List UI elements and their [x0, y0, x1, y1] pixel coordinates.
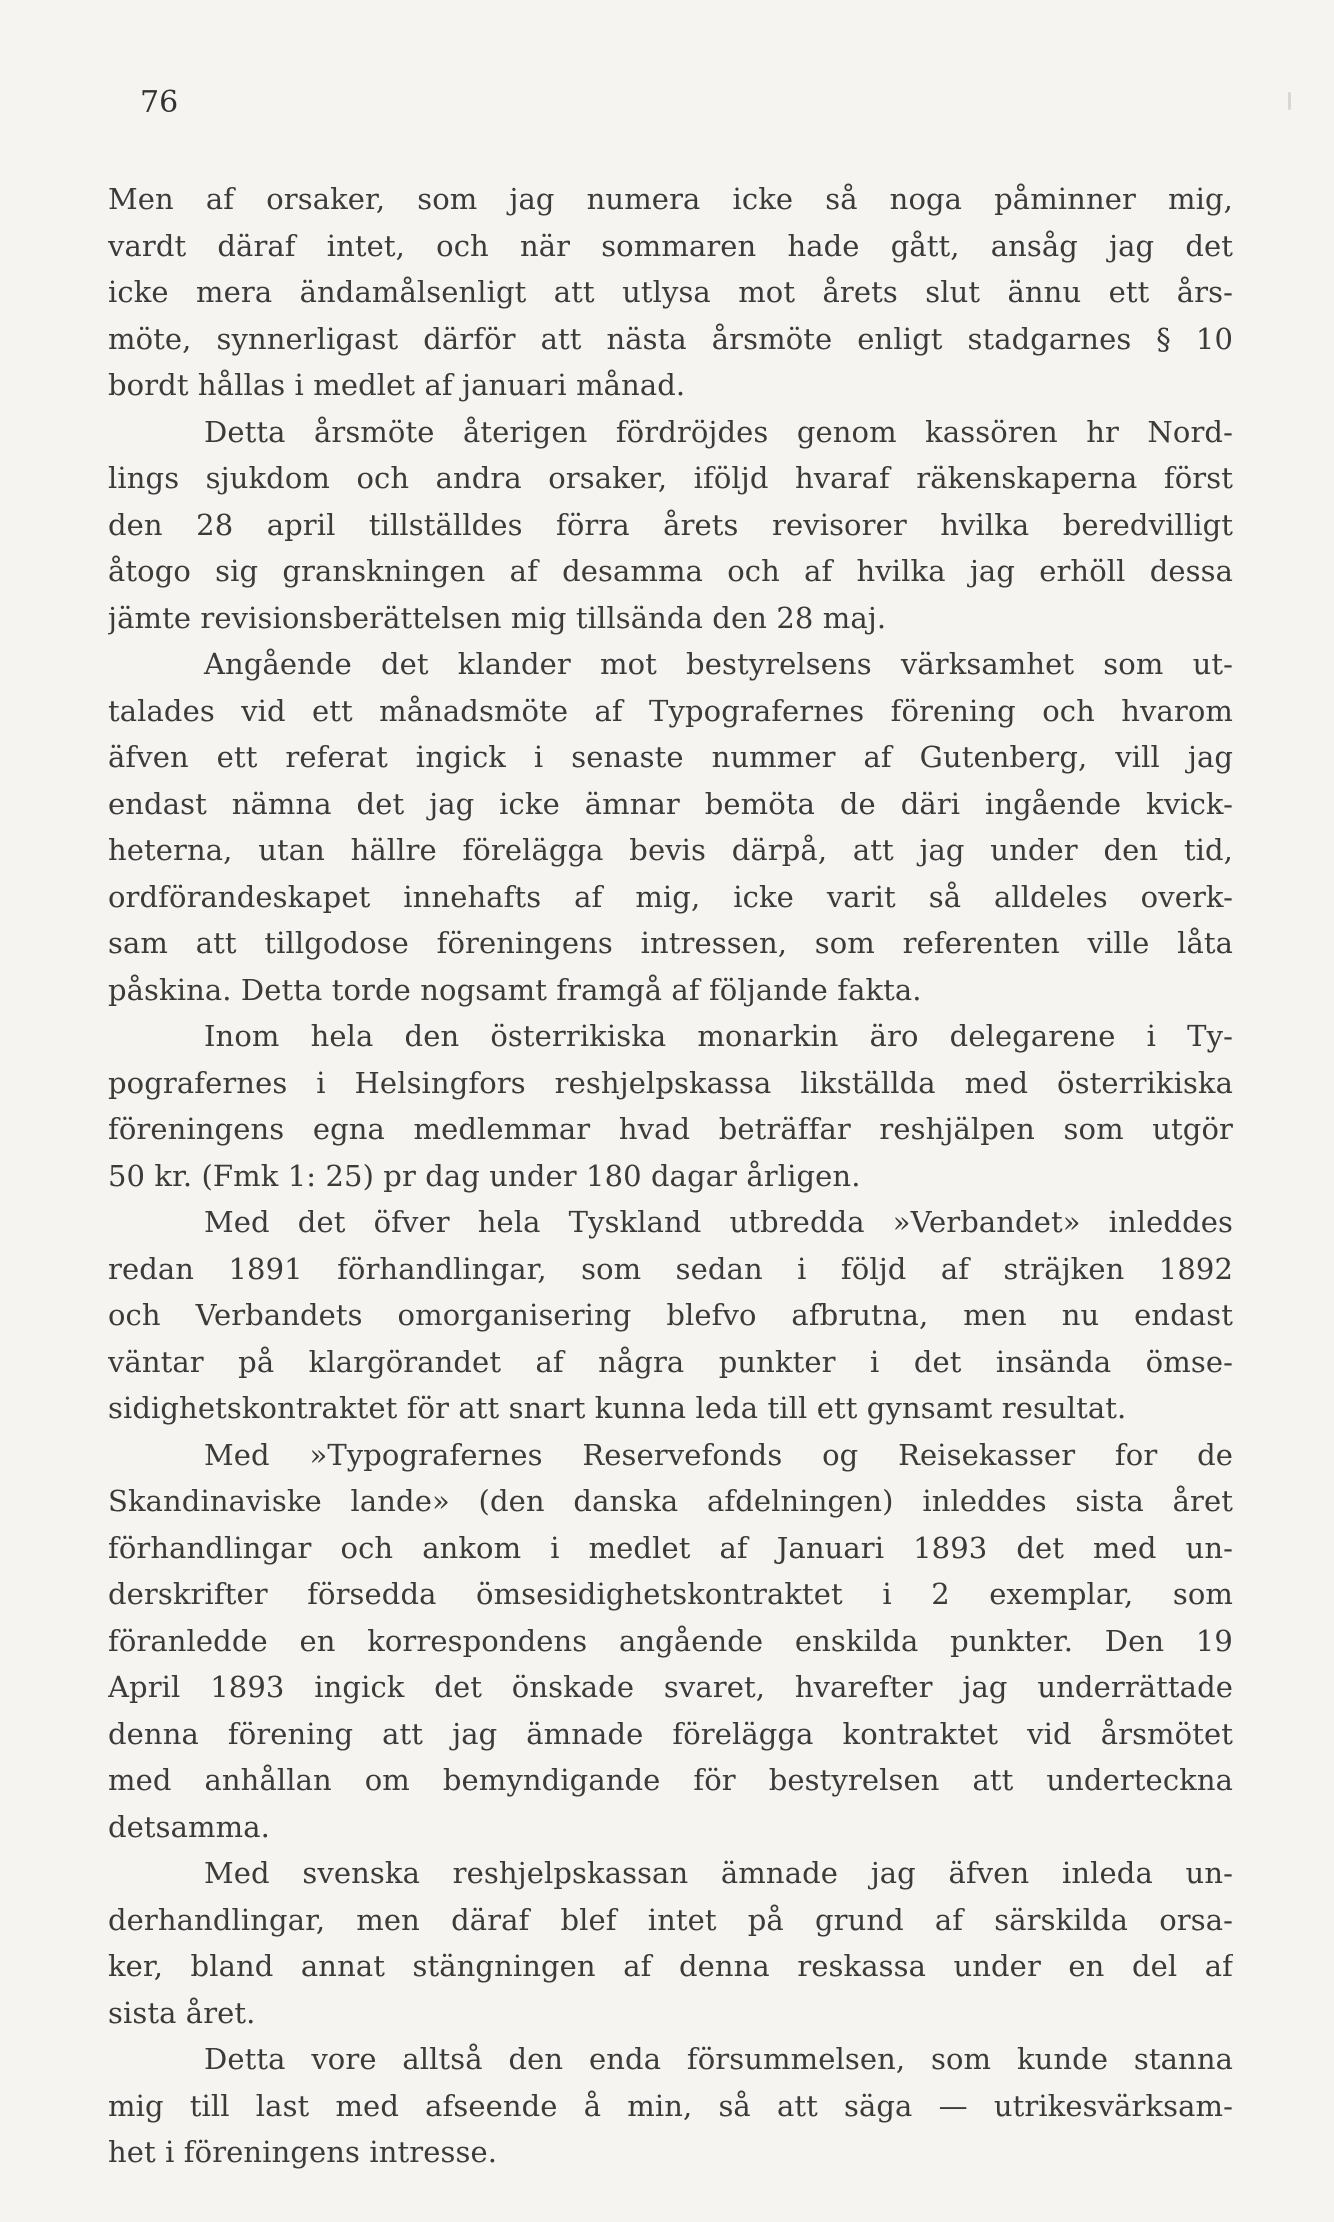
text-line: endast nämna det jag icke ämnar bemöta de däri ingående kvick- [108, 786, 1233, 821]
text-line: denna förening att jag ämnade förelägga kontraktet vid årsmötet [108, 1716, 1233, 1751]
text-line: ordförandeskapet innehafts af mig, icke varit så alldeles overk- [108, 879, 1233, 914]
text-line: Angående det klander mot bestyrelsens värksamhet som ut- [204, 647, 1233, 681]
text-line: väntar på klargörandet af några punkter i det insända ömse- [108, 1344, 1233, 1379]
text-line: pografernes i Helsingfors reshjelpskassa likställda med österrikiska [108, 1065, 1233, 1100]
text-line: Med svenska reshjelpskassan ämnade jag äfven inleda un- [204, 1856, 1233, 1890]
text-line: påskina. Detta torde nogsamt framgå af följande fakta. [108, 972, 922, 1007]
page-number: 76 [140, 85, 179, 120]
text-line: med anhållan om bemyndigande för bestyrelsen att underteckna [108, 1763, 1233, 1797]
text-line: April 1893 ingick det önskade svaret, hvarefter jag underrättade [108, 1670, 1233, 1704]
text-line: lings sjukdom och andra orsaker, iföljd hvaraf räkenskaperna först [108, 461, 1233, 495]
text-line: den 28 april tillställdes förra årets revisorer hvilka beredvilligt [108, 507, 1233, 542]
text-line: åtogo sig granskningen af desamma och af hvilka jag erhöll dessa [108, 554, 1233, 588]
text-line: Inom hela den österrikiska monarkin äro delegarene i Ty- [204, 1019, 1233, 1053]
text-line: heterna, utan hällre förelägga bevis därpå, att jag under den tid, [108, 833, 1233, 867]
text-line: äfven ett referat ingick i senaste nummer af Gutenberg, vill jag [108, 740, 1233, 774]
text-line: derskrifter försedda ömsesidighetskontraktet i 2 exemplar, som [108, 1577, 1233, 1611]
text-line: föreningens egna medlemmar hvad beträffar reshjälpen som utgör [108, 1112, 1233, 1146]
text-line: sam att tillgodose föreningens intressen, som referenten ville låta [108, 926, 1233, 960]
text-line: sista året. [108, 1995, 256, 2030]
text-line: Med »Typografernes Reservefonds og Reisekasser for de [204, 1437, 1233, 1472]
text-line: ker, bland annat stängningen af denna reskassa under en del af [108, 1949, 1233, 1983]
text-line: detsamma. [108, 1809, 270, 1844]
text-line: jämte revisionsberättelsen mig tillsända den 28 maj. [108, 600, 887, 635]
text-line: Detta vore alltså den enda försummelsen, som kunde stanna [204, 2042, 1233, 2076]
text-line: 50 kr. (Fmk 1: 25) pr dag under 180 dagar årligen. [108, 1158, 861, 1193]
text-line: Men af orsaker, som jag numera icke så noga påminner mig, [108, 182, 1233, 216]
text-line: vardt däraf intet, och när sommaren hade gått, ansåg jag det [108, 228, 1233, 263]
text-line: sidighetskontraktet för att snart kunna leda till ett gynsamt resultat. [108, 1391, 1127, 1425]
text-line: derhandlingar, men däraf blef intet på grund af särskilda orsa- [108, 1902, 1233, 1937]
text-line: bordt hållas i medlet af januari månad. [108, 368, 686, 402]
page-edge-mark [1288, 92, 1291, 110]
text-line: Skandinaviske lande» (den danska afdelningen) inleddes sista året [108, 1484, 1233, 1518]
text-line: Med det öfver hela Tyskland utbredda »Verbandet» inleddes [204, 1205, 1233, 1239]
text-line: Detta årsmöte återigen fördröjdes genom kassören hr Nord- [204, 414, 1233, 449]
text-line: het i föreningens intresse. [108, 2135, 498, 2169]
text-line: möte, synnerligast därför att nästa årsmöte enligt stadgarnes § 10 [108, 321, 1233, 356]
text-line: förhandlingar och ankom i medlet af Januari 1893 det med un- [108, 1530, 1233, 1565]
body-text [108, 176, 1233, 2176]
text-line: mig till last med afseende å min, så att säga — utrikesvärksam- [108, 2088, 1233, 2123]
text-line: redan 1891 förhandlingar, som sedan i följd af sträjken 1892 [108, 1251, 1233, 1286]
text-line: talades vid ett månadsmöte af Typografernes förening och hvarom [108, 693, 1233, 728]
text-line: föranledde en korrespondens angående enskilda punkter. Den 19 [108, 1623, 1233, 1658]
text-line: och Verbandets omorganisering blefvo afbrutna, men nu endast [108, 1298, 1233, 1332]
text-line: icke mera ändamålsenligt att utlysa mot årets slut ännu ett års- [108, 275, 1233, 309]
